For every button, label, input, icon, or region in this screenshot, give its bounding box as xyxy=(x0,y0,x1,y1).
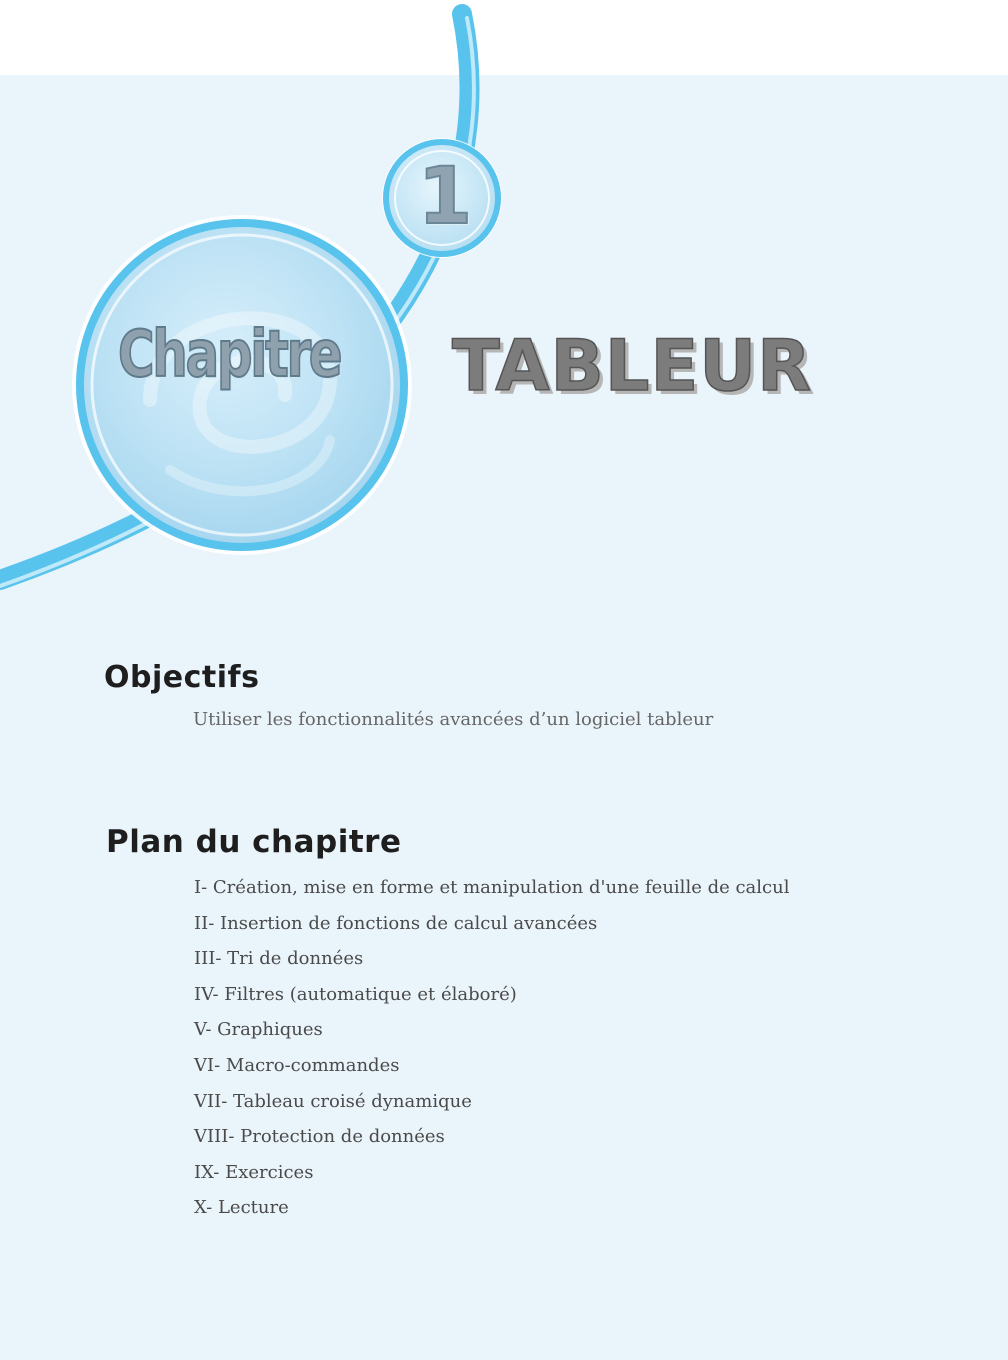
plan-item-7: VII- Tableau croisé dynamique xyxy=(194,1090,472,1112)
chapter-number: 1 xyxy=(417,152,473,242)
plan-item-6: VI- Macro-commandes xyxy=(194,1054,400,1076)
chapter-title: TABLEUR xyxy=(452,325,813,407)
plan-heading: Plan du chapitre xyxy=(106,824,402,860)
plan-item-5: V- Graphiques xyxy=(194,1019,323,1041)
plan-item-1: I- Création, mise en forme et manipulation d'une feuille de calcul xyxy=(194,877,790,898)
plan-item-2: II- Insertion de fonctions de calcul avancées xyxy=(194,912,598,934)
objective-text: Utiliser les fonctionnalités avancées d’un logiciel tableur xyxy=(193,709,714,730)
chapter-label: Chapitre xyxy=(118,318,341,392)
plan-item-8: VIII- Protection de données xyxy=(194,1126,445,1148)
plan-item-3: III- Tri de données xyxy=(194,948,364,970)
plan-item-9: IX- Exercices xyxy=(194,1161,314,1183)
plan-list xyxy=(194,874,789,1230)
plan-item-10: X- Lecture xyxy=(194,1197,289,1219)
objectives-heading: Objectifs xyxy=(104,660,260,695)
plan-item-4: IV- Filtres (automatique et élaboré) xyxy=(194,983,517,1005)
